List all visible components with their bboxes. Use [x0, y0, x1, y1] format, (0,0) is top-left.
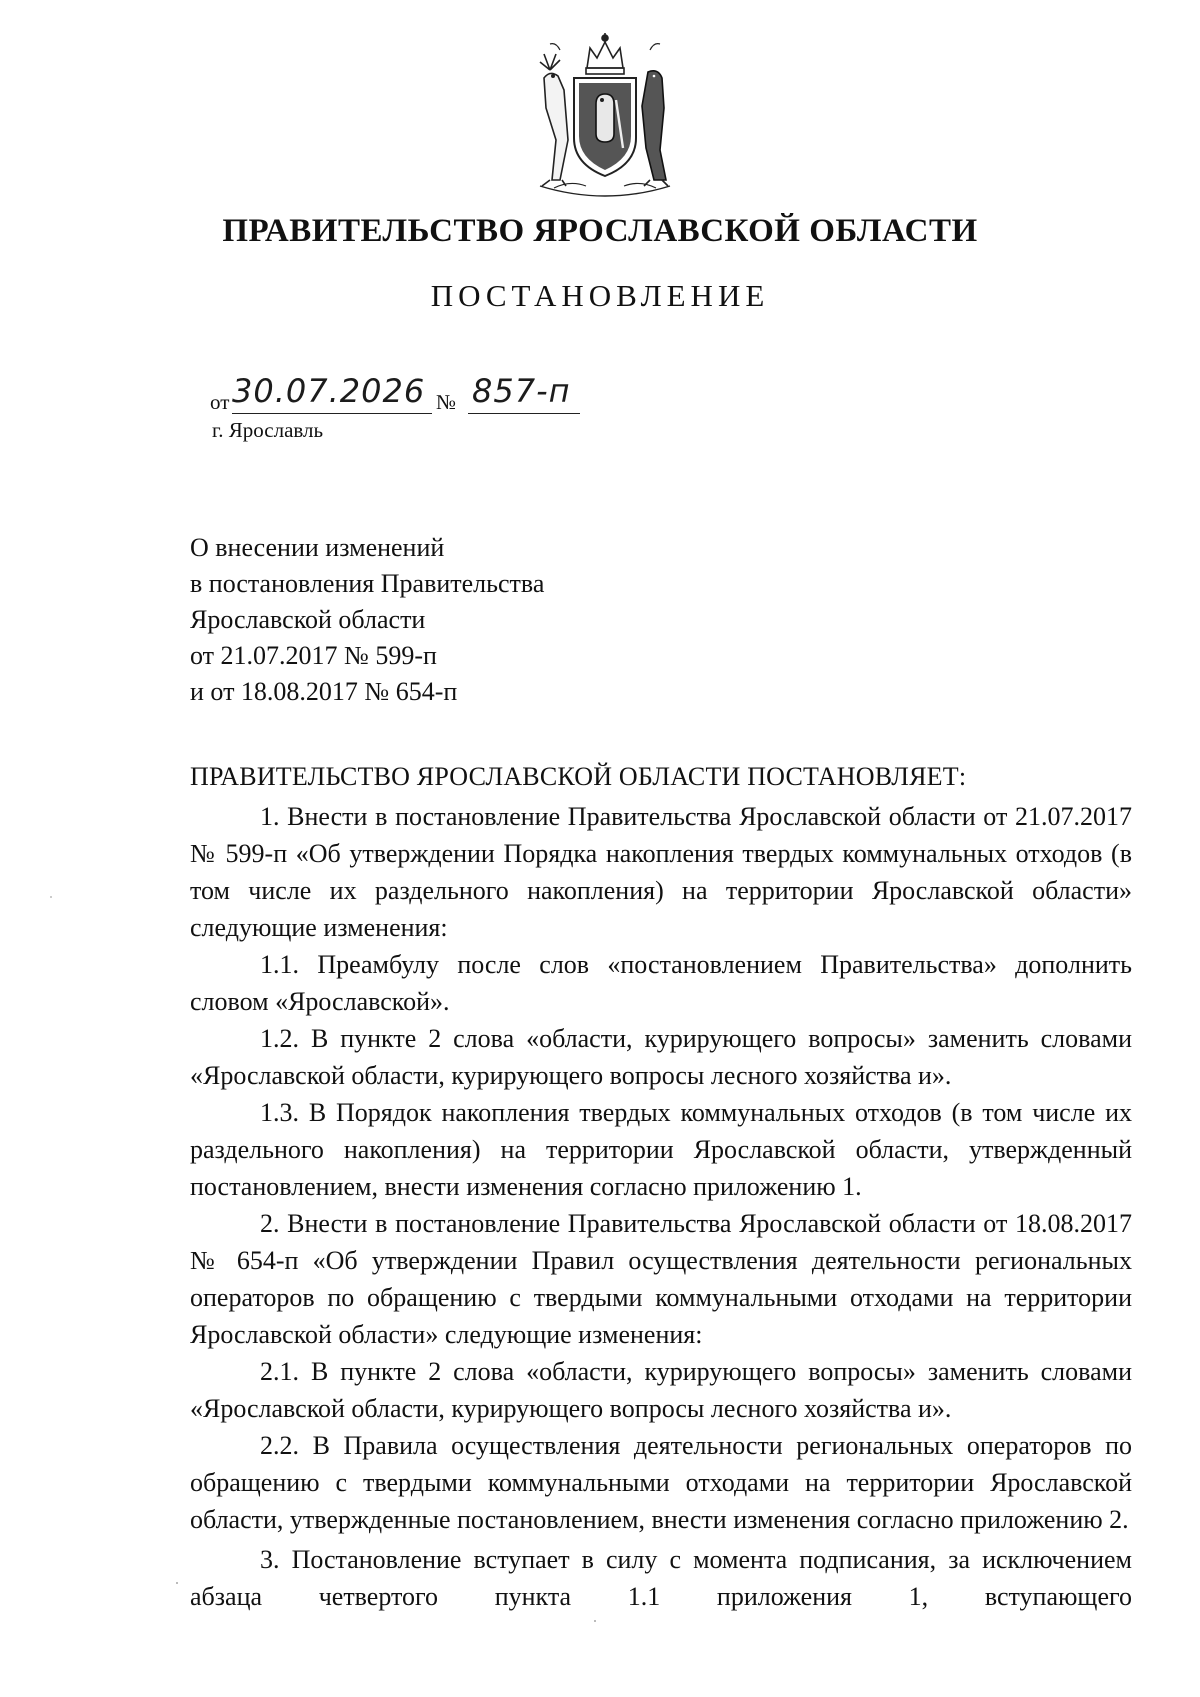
- paragraph-3: 3. Постановление вступает в силу с момента подписания, за исключением абзаца четвертого пункта 1.1 приложения 1, вступающего: [190, 1545, 1132, 1611]
- city-name: г. Ярославль: [212, 418, 324, 442]
- preamble: ПРАВИТЕЛЬСТВО ЯРОСЛАВСКОЙ ОБЛАСТИ ПОСТАНОВЛЯЕТ:: [190, 762, 967, 791]
- date-prefix: от: [210, 390, 230, 414]
- handwritten-number: 857-п: [472, 372, 571, 410]
- number-underline: [468, 413, 580, 414]
- scan-speck: [594, 1620, 596, 1622]
- number-sign: №: [436, 390, 457, 414]
- document-type: ПОСТАНОВЛЕНИЕ: [430, 278, 770, 313]
- document-subject: [190, 530, 544, 710]
- coat-of-arms-icon: [530, 30, 680, 200]
- paragraph-1-1: 1.1. Преамбулу после слов «постановлением Правительства» дополнить словом «Ярославской».: [190, 950, 1132, 1016]
- subject-line: Ярославской области: [190, 605, 426, 634]
- paragraph-2: 2. Внести в постановление Правительства Ярославской области от 18.08.2017 № 654-п «Об утверждении Правил осуществления деятельности региональных операторов по обращению с твердыми коммунальными отходами на территории Ярославской области» следующие изменения:: [190, 1209, 1132, 1349]
- scan-speck: [176, 1582, 178, 1584]
- handwritten-date: 30.07.2026: [232, 372, 426, 410]
- document-body: [190, 798, 1132, 1615]
- subject-line: в постановления Правительства: [190, 569, 545, 598]
- scan-speck: [50, 896, 52, 898]
- subject-line: от 21.07.2017 № 599-п: [190, 641, 437, 670]
- date-underline: [232, 413, 432, 414]
- paragraph-1: 1. Внести в постановление Правительства Ярославской области от 21.07.2017 № 599-п «Об утверждении Порядка накопления твердых коммунальных отходов (в том числе их раздельного накопления) на территории Ярославской области» следующие изменения:: [190, 802, 1132, 942]
- paragraph-1-2: 1.2. В пункте 2 слова «области, курирующего вопросы» заменить словами «Ярославской области, курирующего вопросы лесного хозяйства и».: [190, 1024, 1132, 1090]
- paragraph-1-3: 1.3. В Порядок накопления твердых коммунальных отходов (в том числе их раздельного накопления) на территории Ярославской области, утвержденный постановлением, внести изменения согласно приложению 1.: [190, 1098, 1132, 1201]
- subject-line: и от 18.08.2017 № 654-п: [190, 677, 458, 706]
- subject-line: О внесении изменений: [190, 533, 445, 562]
- paragraph-2-2: 2.2. В Правила осуществления деятельности региональных операторов по обращению с твердыми коммунальными отходами на территории Ярославской области, утвержденные постановлением, внести изменения согласно приложению 2.: [190, 1431, 1132, 1534]
- paragraph-2-1: 2.1. В пункте 2 слова «области, курирующего вопросы» заменить словами «Ярославской области, курирующего вопросы лесного хозяйства и».: [190, 1357, 1132, 1423]
- organization-title: ПРАВИТЕЛЬСТВО ЯРОСЛАВСКОЙ ОБЛАСТИ: [222, 213, 978, 249]
